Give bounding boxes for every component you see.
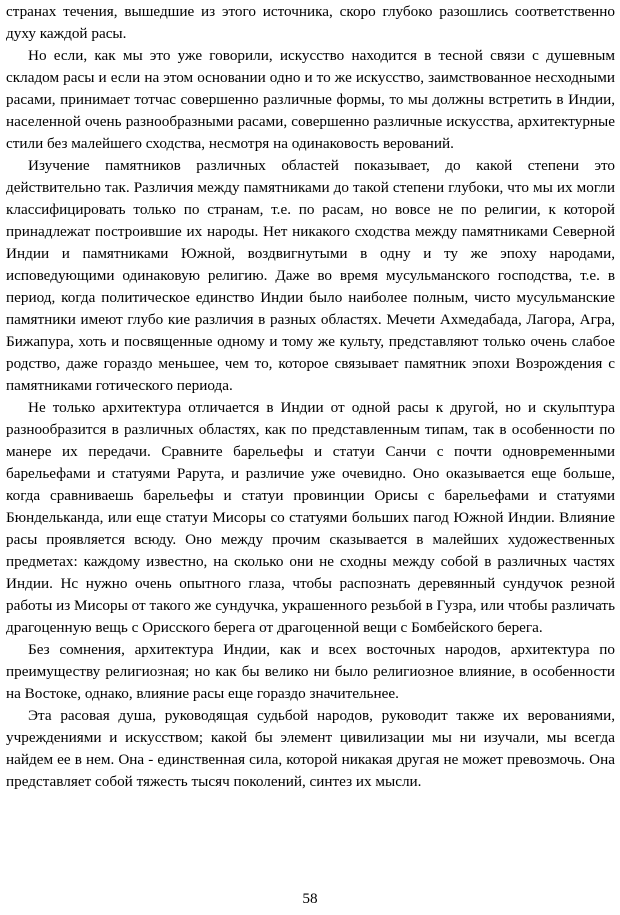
paragraph-religious-architecture: Без сомнения, архитектура Индии, как и всех восточных народов, архитектура по преимуществу религиозная; но как бы велико ни было религиозное влияние, в особенности на Востоке, однако, влияние расы еще гораздо значительнее.	[6, 641, 615, 702]
paragraph-sculpture: Не только архитектура отличается в Индии от одной расы к другой, но и скульптура разнообразится в различных областях, как по представленным типам, так в особенности по манере их передачи. Сравните барельефы и статуи Санчи с почти одновременными барельефами и статуями Рарута, и различие уже очевидно. Оно оказывается еще больше, когда сравниваешь барельефы и статуи провинции Орисы с барельефами и статуями Бюндельканда, или еще статуи Мисоры со статуями больших пагод Южной Индии. Влияние расы проявляется всюду. Оно между прочим сказывается в малейших художественных предметах: каждому известно, на сколько они не сходны между собой в различных частях Индии. Нс нужно очень опытного глаза, чтобы распознать деревянный сундучок резной работы из Мисоры от такого же сундучка, украшенного резьбой в Гузра, или чтобы различать драгоценную вещь с Орисского берега от драгоценной вещи с Бомбейского берега.	[6, 399, 615, 636]
paragraph-monuments-study: Изучение памятников различных областей показывает, до какой степени это действительно так. Различия между памятниками до такой степени глубоки, что мы их могли классифицировать только по странам, т.е. по расам, но вовсе не по религии, к которой принадлежат построившие их народы. Нет никакого сходства между памятниками Северной Индии и памятниками Южной, воздвигнутыми в одну и ту же эпоху народами, исповедующими одинаковую религию. Даже во время мусульманского господства, т.е. в период, когда политическое единство Индии было наиболее полным, чисто мусульманские памятники имеют глубо кие различия в разных областях. Мечети Ахмедабада, Лагора, Агра, Бижапура, хоть и посвященные одному и тому же культу, представляют только очень слабое родство, даже гораздо меньшее, чем то, которое связывает памятник эпохи Возрождения с памятниками готического периода.	[6, 157, 615, 394]
paragraph-racial-soul: Эта расовая душа, руководящая судьбой народов, руководит также их верованиями, учреждениями и искусством; какой бы элемент цивилизации мы ни изучали, мы всегда найдем ее в нем. Она - единственная сила, которой никакая другая не может превозмочь. Она представляет собой тяжесть тысяч поколений, синтез их мысли.	[6, 707, 615, 790]
page-body-text	[6, 1, 615, 793]
page-number: 58	[302, 890, 318, 907]
paragraph-art-and-race: Но если, как мы это уже говорили, искусство находится в тесной связи с душевным складом расы и если на этом основании одно и то же искусство, заимствованное несходными расами, принимает тотчас совершенно различные формы, то мы должны встретить в Индии, населенной очень разнообразными расами, совершенно различные искусства, архитектурные стили без малейшего сходства, несмотря на одинаковость верований.	[6, 47, 615, 152]
paragraph-continuation: странах течения, вышедшие из этого источника, скоро глубоко разошлись соответственно духу каждой расы.	[6, 3, 615, 42]
